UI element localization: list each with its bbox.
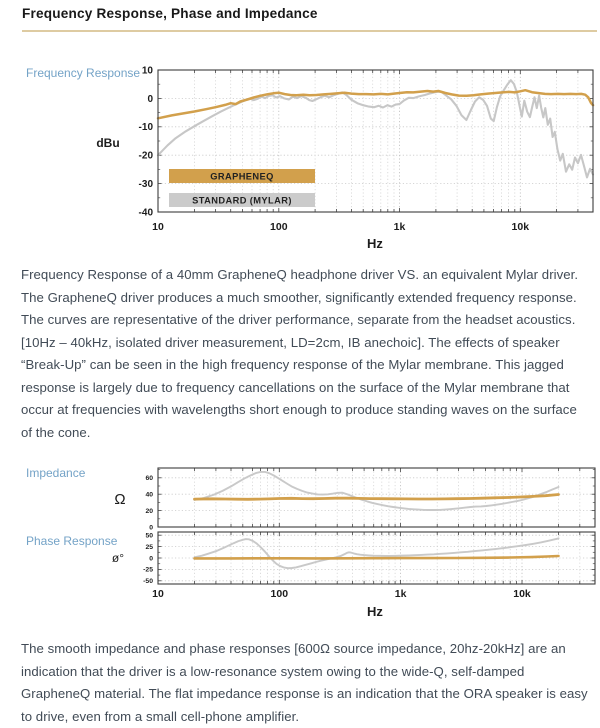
y-tick-label: -30: [138, 179, 153, 190]
phase-response-chart: [0, 528, 600, 624]
title-divider: [22, 30, 597, 32]
y-tick-label: 60: [145, 475, 153, 483]
impedance-chart: [0, 460, 600, 530]
impedance-y-axis-label: Ω: [114, 491, 126, 508]
y-tick-label: 50: [145, 532, 153, 540]
y-tick-label: 25: [145, 543, 153, 551]
y-tick-label: -25: [143, 566, 153, 574]
x-tick-label: 10: [152, 588, 164, 600]
legend-label: STANDARD (MYLAR): [192, 195, 292, 206]
phase-x-axis-label: Hz: [367, 604, 383, 619]
y-tick-label: -40: [138, 207, 153, 219]
section-label-phase-response: Phase Response: [26, 534, 118, 548]
x-tick-label: 10k: [511, 221, 530, 233]
y-tick-label: -50: [143, 578, 153, 586]
fr-y-axis-label: dBu: [96, 136, 120, 150]
y-tick-label: 10: [141, 65, 153, 77]
y-tick-label: 0: [149, 524, 153, 530]
phase-y-axis-label: ø°: [111, 551, 125, 565]
curve-grapheneq: [195, 495, 559, 500]
y-tick-label: 0: [147, 93, 153, 105]
x-tick-label: 100: [270, 588, 289, 600]
x-tick-label: 10k: [513, 588, 531, 600]
x-tick-label: 10: [152, 221, 164, 233]
x-tick-label: 1k: [393, 221, 406, 233]
section-label-frequency-response: Frequency Response: [26, 66, 141, 80]
frequency-response-description: Frequency Response of a 40mm GrapheneQ headphone driver VS. an equivalent Mylar driver. The GrapheneQ driver produces a much smoother, significantly extended frequency response. The curves are representative of the driver performance, separate from the headset acoustics. [10Hz – 40kHz, isolated driver measurement, LD=2cm, IB anechoic]. The effects of speaker “Break-Up” can be seen in the high frequency response of the Mylar membrane. This jagged response is largely due to frequency cancellations on the surface of the Mylar membrane that occur at frequencies with wavelengths short enough to produce standing waves on the surface of the cone.: [21, 267, 579, 440]
section-label-impedance: Impedance: [26, 466, 86, 480]
x-tick-label: 1k: [394, 588, 407, 600]
y-tick-label: 20: [145, 507, 153, 515]
y-tick-label: -10: [138, 122, 153, 134]
y-tick-label: -20: [138, 150, 153, 162]
frequency-response-chart: [0, 60, 600, 260]
curve-standard-mylar-: [195, 538, 559, 568]
y-tick-label: 0: [149, 555, 153, 563]
impedance-phase-description: The smooth impedance and phase responses [600Ω source impedance, 20hz-20kHz] are an indication that the driver is a low-resonance system owing to the wide-Q, self-damped GrapheneQ material. The flat impedance response is an indication that the ORA speaker is easy to drive, even from a small cell-phone amplifier.: [21, 641, 588, 724]
page-title: Frequency Response, Phase and Impedance: [22, 6, 318, 21]
y-tick-label: 40: [145, 491, 153, 499]
legend-label: GRAPHENEQ: [210, 171, 274, 182]
fr-x-axis-label: Hz: [367, 236, 383, 251]
x-tick-label: 100: [270, 221, 288, 233]
